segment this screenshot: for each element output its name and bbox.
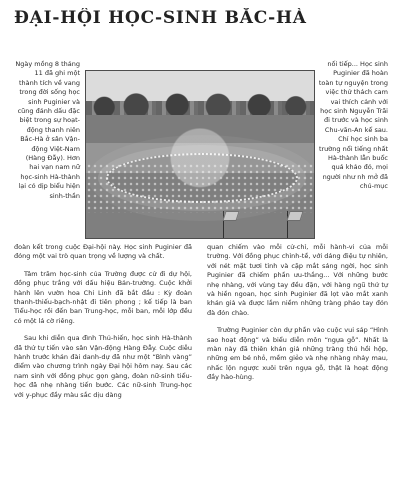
left-paragraph-2: Tâm trăm học-sinh của Trường được cử đi dự hội, đồng phục trắng với dấu hiệu Bản-trường. Cuộc khởi hành lên vườn hoa Chi Linh đã bắt đầu : Kỳ đoàn thanh-thiếu-bạch-nhật đi tiên phong ; kế tiếp là ban Tiểu-học rồi đến ban Trung-học, mỗi ban, mỗi lớp đều có một lá cờ riêng. [14, 269, 192, 325]
right-paragraph-1: quan chiếm vào mỗi cử-chỉ, mỗi hành-vi của mỗi trường. Với đồng phục chỉnh-tề, với dáng điệu tự nhiên, với nét mặt tươi tỉnh và cặp mắt sáng ngời, học sinh Puginier đã chiếm phần ưu-thắng... Với những bước nhẹ nhàng, với vùng tay đều đặn, với hàng ngũ thứ tự và hiền ngoan, học sinh Puginier đã lọt vào mắt xanh khán giả và được lắm niềm những tràng pháo tay đón đà đón chào. [207, 243, 388, 317]
left-paragraph-3: Sau khi diễn qua đình Thủ-hiến, học sinh Hà-thành đã thứ tự tiến vào sân Vận-động Hàng Đẫy. Cuộc diễu hành trước khán đài danh-dự đã như một “Bình vàng” điểm vào chương trình ngày Đại hội hôm nay. Sau các nam sinh với đồng phục gọn gàng, đoàn nữ-sinh tiểu-học đã nhẹ nhàng tiến bước. Các nữ-sinh Trung-học với y-phục đầy màu sắc dịu dàng [14, 334, 192, 399]
right-paragraph-2: Trường Puginier còn dự phần vào cuộc vui sáp “Hình sao hoạt động” và biểu diễn môn “ngựa gỗ”. Nhất là màn này đã thiên khán giả những tràng thú hồi hộp, những em bé nhỏ, mềm giẻo và nhẹ nhàng nhảy mau, nhấc lộn ngược xuôi trên ngựa gỗ, thật là hoạt động đầy hào-hùng. [207, 326, 388, 382]
left-bottom-column [14, 243, 192, 408]
event-photo [85, 70, 315, 239]
left-flag [222, 211, 239, 221]
left-paragraph-1: đoàn kết trong cuộc Đại-hội này. Học sinh Puginier đã đóng một vai trò quan trọng về lượng và chất. [14, 243, 192, 261]
right-bottom-column [207, 243, 388, 391]
left-top-text: Ngày mồng 8 tháng 11 đã ghi một thành tích về vang trong đời sống học sinh Puginier và cũng đánh dấu đặc biệt trong sự hoạt-động thanh niên Bắc-Hà ở sân Vận-động Việt-Nam (Hàng Đẫy). Hơn hai vạn nam nữ học-sinh Hà-thành lại có dịp biểu hiện sinh-thần [15, 60, 80, 200]
page-title: ĐẠI-HỘI HỌC-SINH BẮC-HÀ [14, 8, 307, 28]
trees-band [86, 89, 314, 115]
crowd-pattern [86, 163, 314, 213]
right-flag [286, 211, 303, 221]
right-top-text: nối tiếp... Học sinh Puginier đã hoàn toàn tự nguyện trong việc thử thách cam vai thích cảnh với học sinh Nguyễn Trãi đi trước và học sinh Chu-văn-An kể sau. Chỉ học sinh ba trường nổi tiếng nhất Hà-thành lẫn buổc quá khảo đó, mọi người như nh mở đã chú-mục [318, 60, 388, 191]
